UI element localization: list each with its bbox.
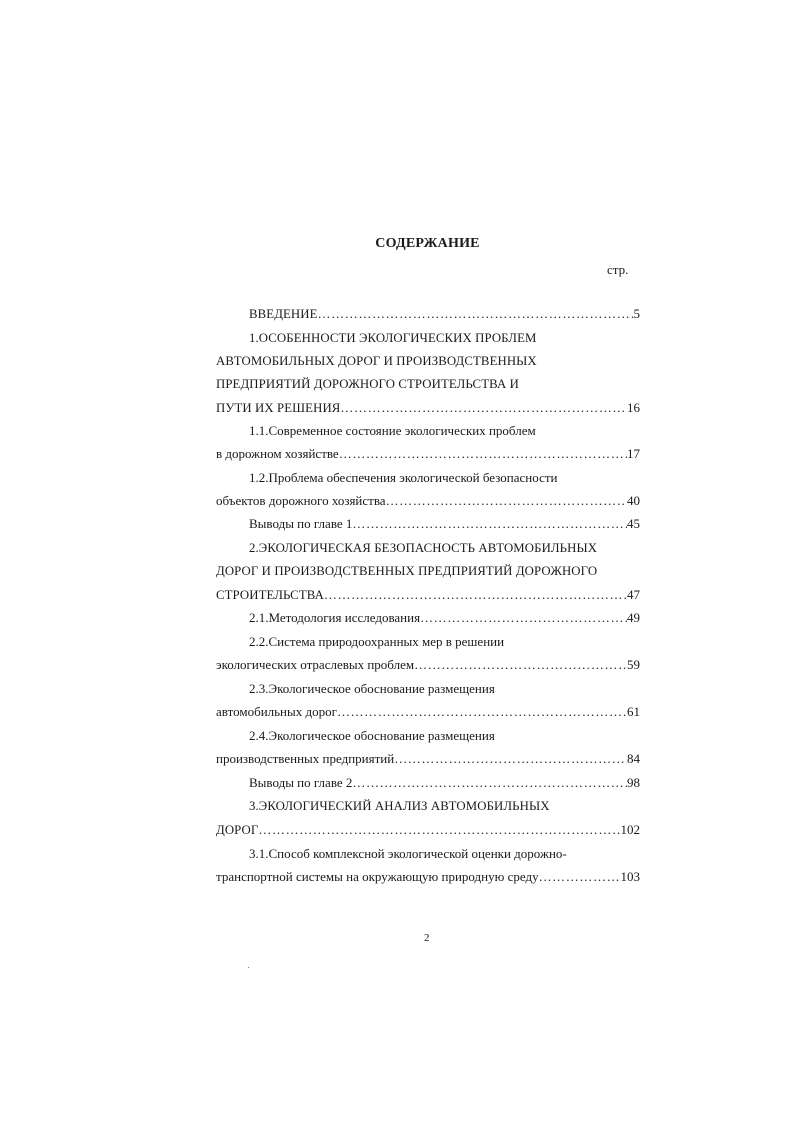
toc-conclusions-chapter-1 bbox=[249, 516, 640, 532]
toc-entry-text: СТРОИТЕЛЬСТВА bbox=[216, 588, 324, 602]
toc-page-number: 84 bbox=[627, 751, 640, 766]
toc-entry-text: транспортной системы на окружающую природную среду bbox=[216, 869, 539, 884]
toc-chapter-3-line-1: 3.ЭКОЛОГИЧЕСКИЙ АНАЛИЗ АВТОМОБИЛЬНЫХ bbox=[249, 799, 550, 813]
scan-speck bbox=[248, 967, 249, 968]
toc-page-number: 5 bbox=[633, 306, 640, 321]
toc-leader-dots bbox=[394, 751, 627, 767]
toc-chapter-2-line-3 bbox=[216, 587, 640, 603]
toc-section-2-3-line-1: 2.3.Экологическое обоснование размещения bbox=[249, 681, 495, 696]
toc-page-number: 49 bbox=[627, 610, 640, 625]
toc-chapter-1-line-1: 1.ОСОБЕННОСТИ ЭКОЛОГИЧЕСКИХ ПРОБЛЕМ bbox=[249, 331, 537, 345]
toc-chapter-1-line-3: ПРЕДПРИЯТИЙ ДОРОЖНОГО СТРОИТЕЛЬСТВА И bbox=[216, 377, 519, 391]
toc-entry-text: ДОРОГ bbox=[216, 823, 259, 837]
toc-chapter-1-line-4 bbox=[216, 400, 640, 416]
toc-leader-dots bbox=[386, 493, 627, 509]
toc-section-3-1-line-2 bbox=[216, 869, 640, 885]
toc-chapter-3-line-2 bbox=[216, 822, 640, 838]
toc-page-number: 102 bbox=[620, 822, 640, 837]
toc-section-1-1-line-2 bbox=[216, 446, 640, 462]
toc-page-number: 45 bbox=[627, 516, 640, 531]
toc-chapter-1-line-2: АВТОМОБИЛЬНЫХ ДОРОГ И ПРОИЗВОДСТВЕННЫХ bbox=[216, 354, 537, 368]
toc-leader-dots bbox=[339, 446, 627, 462]
toc-section-1-2-line-2 bbox=[216, 493, 640, 509]
page-title: СОДЕРЖАНИЕ bbox=[375, 236, 480, 251]
toc-page-number: 40 bbox=[627, 493, 640, 508]
toc-page-number: 61 bbox=[627, 704, 640, 719]
toc-leader-dots bbox=[340, 400, 627, 416]
toc-entry-text: ПУТИ ИХ РЕШЕНИЯ bbox=[216, 401, 341, 415]
toc-entry-text: 2.1.Методология исследования bbox=[249, 610, 421, 625]
toc-chapter-2-line-2: ДОРОГ И ПРОИЗВОДСТВЕННЫХ ПРЕДПРИЯТИЙ ДОРОЖНОГО bbox=[216, 564, 598, 578]
toc-page-number: 98 bbox=[627, 775, 640, 790]
toc-entry-text: Выводы по главе 1 bbox=[249, 516, 353, 531]
toc-section-2-2-line-2 bbox=[216, 657, 640, 673]
page-column-label: стр. bbox=[607, 262, 629, 277]
toc-leader-dots bbox=[420, 610, 627, 626]
toc-leader-dots bbox=[539, 869, 621, 885]
toc-leader-dots bbox=[318, 306, 634, 322]
toc-chapter-2-line-1: 2.ЭКОЛОГИЧЕСКАЯ БЕЗОПАСНОСТЬ АВТОМОБИЛЬНЫХ bbox=[249, 541, 598, 555]
toc-entry-introduction bbox=[249, 306, 640, 322]
toc-leader-dots bbox=[337, 704, 627, 720]
toc-leader-dots bbox=[352, 516, 627, 532]
toc-entry-text: производственных предприятий bbox=[216, 751, 395, 766]
toc-section-1-1-line-1: 1.1.Современное состояние экологических проблем bbox=[249, 423, 536, 438]
toc-page-number: 16 bbox=[627, 400, 640, 415]
toc-section-3-1-line-1: 3.1.Способ комплексной экологической оценки дорожно- bbox=[249, 846, 567, 861]
toc-entry-text: в дорожном хозяйстве bbox=[216, 446, 339, 461]
toc-entry-text: Выводы по главе 2 bbox=[249, 775, 353, 790]
page-number: 2 bbox=[424, 932, 430, 944]
toc-page-number: 59 bbox=[627, 657, 640, 672]
toc-section-2-3-line-2 bbox=[216, 704, 640, 720]
toc-section-1-2-line-1: 1.2.Проблема обеспечения экологической безопасности bbox=[249, 470, 558, 485]
toc-entry-text: объектов дорожного хозяйства bbox=[216, 493, 386, 508]
toc-page-number: 103 bbox=[620, 869, 640, 884]
toc-entry-text: автомобильных дорог bbox=[216, 704, 337, 719]
toc-leader-dots bbox=[324, 587, 627, 603]
toc-page-number: 47 bbox=[627, 587, 640, 602]
toc-section-2-4-line-2 bbox=[216, 751, 640, 767]
toc-section-2-2-line-1: 2.2.Система природоохранных мер в решении bbox=[249, 634, 505, 649]
toc-section-2-1 bbox=[249, 610, 640, 626]
toc-section-2-4-line-1: 2.4.Экологическое обоснование размещения bbox=[249, 728, 495, 743]
toc-entry-text: ВВЕДЕНИЕ bbox=[249, 307, 318, 321]
toc-leader-dots bbox=[258, 822, 620, 838]
toc-leader-dots bbox=[414, 657, 627, 673]
toc-conclusions-chapter-2 bbox=[249, 775, 640, 791]
toc-page-number: 17 bbox=[627, 446, 640, 461]
toc-entry-text: экологических отраслевых проблем bbox=[216, 657, 415, 672]
toc-leader-dots bbox=[352, 775, 627, 791]
